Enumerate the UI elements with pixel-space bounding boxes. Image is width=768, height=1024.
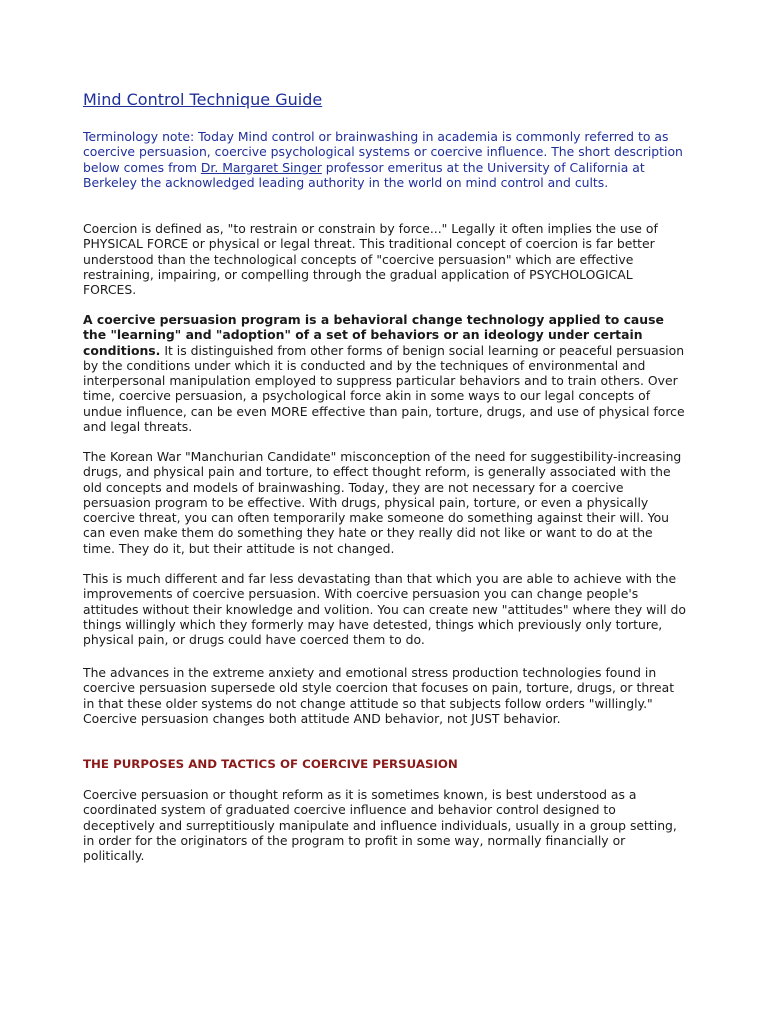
purposes-paragraph: Coercive persuasion or thought reform as it is sometimes known, is best understood as a coordinated system of graduated coercive influence and behavior control designed to deceptively and surreptitiously manipulate and influence individuals, usually in a group setting, in order for the originators of the program to profit in some way, normally financially or politically. bbox=[83, 787, 677, 864]
difference-paragraph: This is much different and far less devastating than that which you are able to achieve with the improvements of coercive persuasion. With coercive persuasion you can change people's attitudes without their knowledge and volition. You can create new "attitudes" where they will do things willingly which they formerly may have detested, things which previously only torture, physical pain, or drugs could have coerced them to do. bbox=[83, 571, 686, 648]
terminology-text-after: professor emeritus at the University of California at Berkeley the acknowledged leading authority in the world on mind control and cults. bbox=[83, 159, 645, 190]
page-title: Mind Control Technique Guide bbox=[83, 90, 323, 109]
section-heading: THE PURPOSES AND TACTICS OF COERCIVE PERSUASION bbox=[83, 757, 458, 771]
coercion-definition-paragraph: Coercion is defined as, "to restrain or constrain by force..." Legally it often implies the use of PHYSICAL FORCE or physical or legal threat. This traditional concept of coercion is far better understood than the technological concepts of "coercive persuasion" which are effective restraining, impairing, or compelling through the gradual application of PSYCHOLOGICAL FORCES. bbox=[83, 221, 658, 298]
program-bold-statement: A coercive persuasion program is a behavioral change technology applied to cause the "learning" and "adoption" of a set of behaviors or an ideology under certain conditions. bbox=[83, 312, 664, 358]
korean-war-paragraph: The Korean War "Manchurian Candidate" misconception of the need for suggestibility-increasing drugs, and physical pain and torture, to effect thought reform, is generally associated with the old concepts and models of brainwashing. Today, they are not necessary for a coercive persuasion program to be effective. With drugs, physical pain, torture, or even a physically coercive threat, you can often temporarily make someone do something against their will. You can even make them do something they hate or they really did not like or want to do at the time. They do it, but their attitude is not changed. bbox=[83, 449, 682, 556]
program-paragraph bbox=[83, 312, 687, 434]
terminology-note bbox=[83, 129, 687, 190]
program-text: It is distinguished from other forms of benign social learning or peaceful persuasion by the conditions under which it is conducted and by the techniques of environmental and interpersonal manipulation employed to suppress particular behaviors and to train others. Over time, coercive persuasion, a psychological force akin in some ways to our legal concepts of undue influence, can be even MORE effective than pain, torture, drugs, and use of physical force and legal threats. bbox=[83, 342, 685, 435]
singer-link[interactable]: Dr. Margaret Singer bbox=[200, 159, 322, 175]
advances-paragraph: The advances in the extreme anxiety and emotional stress production technologies found in coercive persuasion supersede old style coercion that focuses on pain, torture, drugs, or threat in that these older systems do not change attitude so that subjects follow orders "willingly." Coercive persuasion changes both attitude AND behavior, not JUST behavior. bbox=[83, 665, 675, 726]
terminology-text-before: Terminology note: Today Mind control or brainwashing in academia is commonly referred to as coercive persuasion, coercive psychological systems or coercive influence. The short description below comes from bbox=[83, 129, 683, 175]
